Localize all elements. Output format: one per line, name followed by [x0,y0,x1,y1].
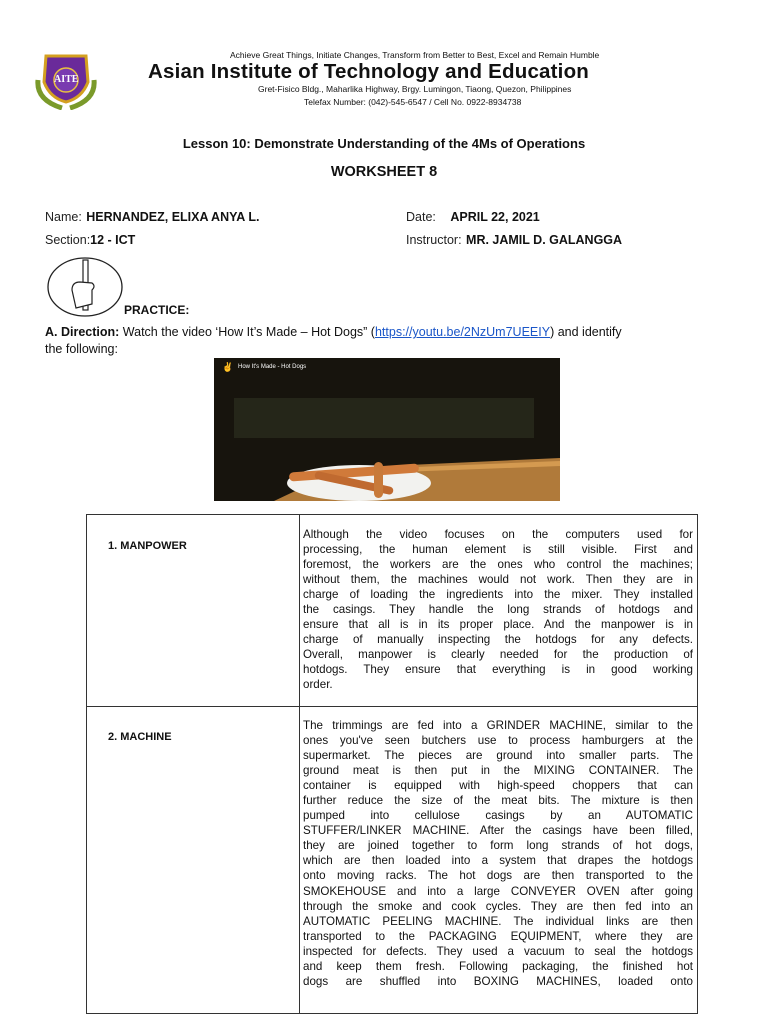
answer-text-line: Overall, manpower is clearly needed for the production of [303,648,693,662]
school-telefax: Telefax Number: (042)-545-6547 / Cell No. 0922-8934738 [304,97,522,107]
direction-text [45,325,622,339]
answer-text-line: the casings. They handle the long strands of hotdogs and [303,603,693,617]
answer-text-line: inspected for defects. They used a vacuum to seal the hotdogs [303,944,693,958]
four-ms-table [86,514,698,1014]
date-field [406,208,540,226]
direction-prefix: A. Direction: [45,325,120,339]
answer-text-line: The trimmings are fed into a GRINDER MACHINE, similar to the [303,719,693,732]
worksheet-title: WORKSHEET 8 [330,164,438,180]
lesson-title: Lesson 10: Demonstrate Understanding of the 4Ms of Operations [182,136,586,151]
practice-heading: PRACTICE: [124,303,190,317]
answer-text-line: container is equipped with high-speed choppers that can [303,779,693,793]
row-label-machine: 2. MACHINE [108,731,172,743]
name-value: HERNANDEZ, ELIXA ANYA L. [86,210,260,224]
answer-text-line: AUTOMATIC PEELING MACHINE. The individual links are then [303,914,693,928]
school-address: Gret-Fisico Bldg., Maharlika Highway, Brgy. Lumingon, Tiaong, Quezon, Philippines [258,84,572,94]
section-value: 12 - ICT [90,233,136,247]
row-divider [87,706,697,707]
answer-text-line: foremost, the workers are the ones who control the machines; [303,558,693,572]
answer-text-line: dogs are shuffled into BOXING MACHINES, loaded onto [303,974,693,988]
answer-text-line: order. [303,678,333,692]
instructor-label: Instructor: [406,233,462,247]
answer-text-line: without them, the machines would not work. Then they are in [303,573,693,587]
answer-text-line: SMOKEHOUSE and into a large CONVEYER OVEN after going [303,884,693,898]
answer-text-line: supermarket. The pieces are ground into smaller parts. The [303,749,693,763]
answer-text-line: Although the video focuses on the computers used for [303,528,693,541]
video-link[interactable]: https://youtu.be/2NzUm7UEEIY [374,325,551,339]
answer-text-line: which are then loaded into a system that drapes the hotdogs [303,854,693,868]
logo-text: AITE [54,74,79,85]
direction-body-end: ) and identify [550,325,622,339]
direction-body: Watch the video ‘How It’s Made – Hot Dogs” ( [119,325,375,339]
answer-text-line: through the smoke and cook cycles. They are then fed into an [303,899,693,913]
video-title: How It's Made - Hot Dogs [238,364,307,370]
school-name: Asian Institute of Technology and Education [148,60,590,83]
answer-text-line: hotdogs. They ensure that everything is in good working [303,663,693,677]
section-field [45,231,135,249]
name-label: Name: [45,210,82,224]
column-divider [299,515,300,1013]
hand-pencil-icon [46,256,124,318]
answer-text-line: they are joined together to form long strands of hot dogs, [303,839,693,853]
answer-text-line: and keep them fresh. Following packaging, the finished hot [303,959,693,973]
row-label-manpower: 1. MANPOWER [108,540,187,552]
answer-text-line: ground meat is then put in the MIXING CONTAINER. The [303,764,693,778]
answer-text-line: pumped into cellulose casings by an AUTOMATIC [303,809,693,823]
school-motto: Achieve Great Things, Initiate Changes, Transform from Better to Best, Excel and Remain Humble [230,50,600,60]
instructor-value: MR. JAMIL D. GALANGGA [466,233,623,247]
answer-text-line: transported to the PACKAGING EQUIPMENT, where they are [303,929,693,943]
answer-text-line: processing, the human element is still visible. First and [303,543,693,557]
date-value: APRIL 22, 2021 [450,210,540,224]
machine-answer [303,718,693,989]
answer-text-line: charge of manually inspecting the hotdogs for any defects. [303,633,693,647]
answer-text-line: ensure that all is in its proper place. And the manpower is in [303,618,693,632]
answer-text-line: STUFFER/LINKER MACHINE. After the casings have been filled, [303,824,693,838]
instructor-field [406,231,622,249]
answer-text-line: ones you've seen butchers use to process hamburgers at the [303,734,693,748]
school-logo [32,50,100,110]
video-thumbnail[interactable] [214,358,560,501]
answer-text-line: charge of loading the ingredients into the mixer. They installed [303,588,693,602]
section-label: Section: [45,233,91,247]
direction-text-line2: the following: [45,342,118,356]
date-label: Date: [406,210,436,224]
name-field [45,208,259,226]
manpower-answer [303,527,693,693]
channel-logo-icon: ✌ [222,362,234,372]
answer-text-line: onto moving racks. The hot dogs are then transported to the [303,869,693,883]
answer-text-line: further reduce the size of the meat bits. The mixture is then [303,794,693,808]
